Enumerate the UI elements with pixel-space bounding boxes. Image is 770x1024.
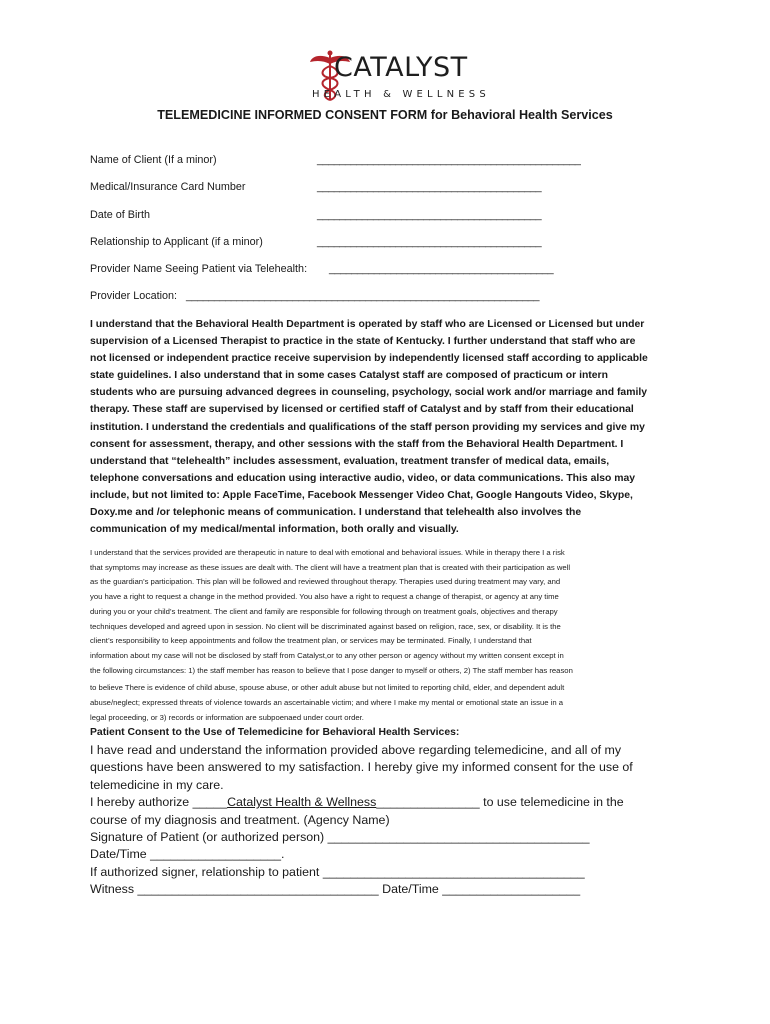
signature-field[interactable]: Signature of Patient (or authorized person) ______________________________________ <box>90 830 590 845</box>
consent-line: questions have been answered to my satisfaction. I hereby give my informed consent for the use of <box>90 760 633 775</box>
paragraph-line: to believe There is evidence of child abuse, spouse abuse, or other adult abuse but not limited to reporting child, elder, and dependent adult <box>90 683 565 693</box>
staff-licensing-paragraph <box>90 316 685 538</box>
paragraph-line: that symptoms may increase as these issues are dealt with. The client will have a treatment plan that is created with their participation as well <box>90 562 571 572</box>
paragraph-line: techniques developed and agreed upon in session. No client will be discriminated against based on religion, race, sex, or disability. It is the <box>90 621 561 631</box>
field-label-provider-name: Provider Name Seeing Patient via Telehealth: <box>90 263 308 275</box>
consent-section <box>90 742 690 899</box>
paragraph-line: not licensed or independent practice receive supervision by independently licensed staff according to applicable <box>90 353 648 365</box>
paragraph-line: communication of my medical/mental information, both orally and visually. <box>90 524 459 536</box>
consent-line: telemedicine in my care. <box>90 777 224 792</box>
authorize-line <box>90 794 690 811</box>
paragraph-line: supervision of a Licensed Therapist to practice in the state of Kentucky. I further understand that staff who are <box>90 336 636 348</box>
paragraph-line: state guidelines. I also understand that in some cases Catalyst staff are composed of practicum or intern <box>90 370 608 382</box>
paragraph-line: I understand that the services provided are therapeutic in nature to deal with emotional and behavioral issues. While in therapy there I a risk <box>90 548 565 557</box>
field-label-provider-location: Provider Location: <box>90 290 178 302</box>
field-line-client-name[interactable]: _______________________________________________ <box>317 154 581 166</box>
authorize-prefix: I hereby authorize _____ <box>90 795 228 810</box>
field-label-client-name: Name of Client (If a minor) <box>90 154 217 166</box>
field-label-date-of-birth: Date of Birth <box>90 209 151 221</box>
authorize-suffix: to use telemedicine in the <box>479 795 624 810</box>
brand-tagline: HEALTH & WELLNESS <box>312 89 490 100</box>
agency-name-blank: _______________ <box>376 795 480 810</box>
catalyst-logo <box>304 46 490 106</box>
field-line-insurance-card[interactable]: ________________________________________ <box>317 181 542 193</box>
paragraph-line: Doxy.me and /or telephonic means of communication. I understand that telehealth also involves the <box>90 507 582 519</box>
paragraph-line: during you or your child’s treatment. The client and family are responsible for following through on treatment goals, objectives and therapy <box>90 606 558 616</box>
consent-line: course of my diagnosis and treatment. (Agency Name) <box>90 812 390 827</box>
field-line-date-of-birth[interactable]: ________________________________________ <box>317 209 542 221</box>
therapy-terms-paragraph <box>90 546 690 725</box>
field-line-provider-location[interactable]: _______________________________________________________________ <box>186 290 540 302</box>
consent-heading: Patient Consent to the Use of Telemedicine for Behavioral Health Services: <box>90 727 460 738</box>
paragraph-line: as the guardian’s participation. This plan will be followed and reviewed throughout therapy. Therapies used during treatment may vary, and <box>90 577 561 587</box>
field-label-relationship: Relationship to Applicant (if a minor) <box>90 236 263 248</box>
paragraph-line: students who are pursuing advanced degrees in counseling, psychology, social work and/or marriage and family <box>90 387 647 399</box>
paragraph-line: abuse/neglect; expressed threats of violence towards an ascertainable victim; and where I make my mental or emotional state an issue in a <box>90 698 564 708</box>
witness-field[interactable]: Witness ___________________________________ Date/Time ____________________ <box>90 882 581 897</box>
paragraph-line: client’s responsibility to keep appointments and follow the treatment plan, or services may be terminated. Finally, I understand that <box>90 636 532 646</box>
paragraph-line: you have a right to request a change in the method provided. You also have a right to request a change of therapist, or agency at any time <box>90 592 559 602</box>
relationship-field[interactable]: If authorized signer, relationship to patient ______________________________________ <box>90 864 585 879</box>
date-time-field[interactable]: Date/Time ___________________. <box>90 847 285 862</box>
form-title: TELEMEDICINE INFORMED CONSENT FORM for Behavioral Health Services <box>157 108 613 122</box>
brand-name: CATALYST <box>334 52 468 83</box>
field-label-insurance-card: Medical/Insurance Card Number <box>90 181 246 193</box>
paragraph-line: I understand that the Behavioral Health Department is operated by staff who are Licensed or Licensed but under <box>90 319 645 330</box>
paragraph-line: telephone conversations and education using interactive audio, video, or data communications. This also may <box>90 472 636 484</box>
consent-line: I have read and understand the information provided above regarding telemedicine, and all of my <box>90 743 622 757</box>
paragraph-line: institution. I understand the credentials and qualifications of the staff person providing my services and give my <box>90 421 645 433</box>
paragraph-line: legal proceeding, or 3) records or information are subpoenaed under court order. <box>90 712 364 722</box>
paragraph-line: include, but not limited to: Apple FaceTime, Facebook Messenger Video Chat, Google Hangouts Video, Skype, <box>90 489 633 501</box>
paragraph-line: consent for assessment, therapy, and other sessions with the staff from the Behavioral Health Department. I <box>90 438 624 450</box>
paragraph-line: understand that “telehealth” includes assessment, evaluation, treatment transfer of medical data, emails, <box>90 455 610 467</box>
paragraph-line: therapy. These staff are supervised by licensed or certified staff of Catalyst and by staff from their educational <box>90 404 634 416</box>
paragraph-line: the following circumstances: 1) the staff member has reason to believe that I pose danger to myself or others, 2) The staff member has reason <box>90 665 573 675</box>
paragraph-line: information about my case will not be disclosed by staff from Catalyst,or to any other person or agency without my written consent except in <box>90 650 564 660</box>
field-line-relationship[interactable]: ________________________________________ <box>317 236 542 248</box>
field-line-provider-name[interactable]: ________________________________________ <box>329 263 554 275</box>
agency-name-field[interactable]: Catalyst Health & Wellness <box>227 795 377 810</box>
